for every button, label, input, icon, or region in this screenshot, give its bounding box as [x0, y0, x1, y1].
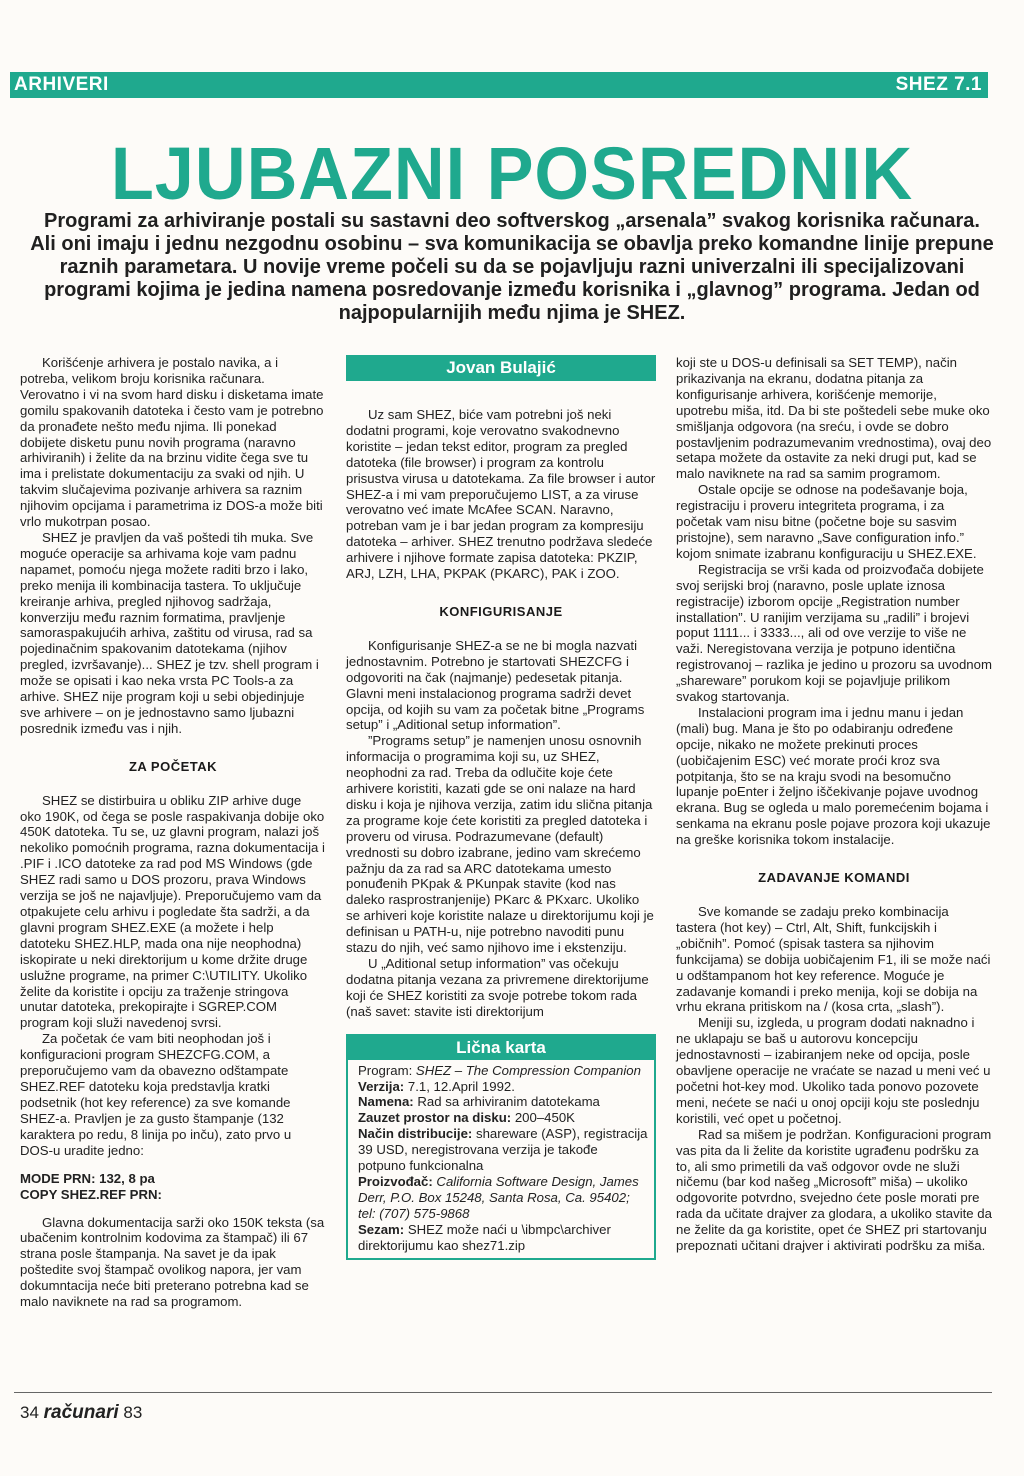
info-value: 7.1, 12.April 1992.	[407, 1078, 515, 1094]
info-value: 200–450K	[514, 1110, 575, 1126]
info-label: Sezam:	[358, 1221, 405, 1237]
subheading-zadavanje-komandi: ZADAVANJE KOMANDI	[758, 870, 910, 886]
info-label: Zauzet prostor na disku:	[358, 1110, 512, 1126]
paragraph: SHEZ se distirbuira u obliku ZIP arhive duge oko 190K, od čega se posle raspakivanja dobije oko 450K datoteka. Tu se, uz glavni program, nalazi još nekoliko pomoćnih programa, razna dokumentacija i .PIF i .ICO datoteke za rad pod MS Windows (gde SHEZ radi samo u DOS prozoru, prava Windows verzija se još ne najavljuje). Preporučujemo vam da otpakujete celu arhivu i pogledate šta sadrži, a da glavni program SHEZ.EXE (a možete i help datoteku SHEZ.HLP, mada ona nije neophodna) iskopirate u neki direktorijum u kome držite druge uslužne programe, na primer C:\UTILITY. Ukoliko želite da koristite i opciju za traženje stringova unutar datoteka, prekopirajte i SGREP.COM program koji služi navedenoj svrsi.	[20, 792, 325, 1031]
paragraph: Glavna dokumentacija sarži oko 150K teksta (sa ubačenim kontrolnim kodovima za štampač) ili 67 strana posle štampanja. Na savet je da ipak poštedite svoj štampač ovolikog napora, jer vam dokumntacija neće biti preterano potrebna kad se malo naviknete na rad sa programom.	[20, 1214, 325, 1310]
command-line: COPY SHEZ.REF PRN:	[20, 1186, 162, 1202]
info-label: Program:	[358, 1062, 413, 1078]
column-1	[20, 355, 326, 1310]
page-number: 34	[20, 1403, 39, 1422]
info-label: Proizvođač:	[358, 1173, 433, 1189]
article-title: LJUBAZNI POSREDNIK	[110, 132, 914, 215]
info-label: Verzija:	[358, 1078, 405, 1094]
paragraph: Rad sa mišem je podržan. Konfiguracioni program vas pita da li želite da koristite ugrađenu podršku za to, ali smo primetili da vaš odgovor ovde ne služi ničemu (bar kod našeg „Microsoft” miša) – ukoliko odgovorite potvrdno, svejedno ćete posle morati pre rada da učitate drajver za glodara, a ukoliko stavite da ne želite da ga koristite, opet će SHEZ pri startovanju prepoznati učitani drajver i aktivirati podršku za miša.	[676, 1126, 992, 1254]
info-row-disk-space	[358, 1110, 648, 1126]
paragraph: Meniji su, izgleda, u program dodati naknadno i ne uklapaju se baš u autorovu koncepciju jednostavnosti – izabiranjem neke od opcija, posle obavljene operacije ne vraćate se nazad u meni već u početni hot-key mod. Ukoliko tada ponovo pozovete meni, nećete se naći u onoj opciji koju ste poslednju koristili, već opet u početnoj.	[676, 1015, 991, 1126]
paragraph: Uz sam SHEZ, biće vam potrebni još neki dodatni programi, koje verovatno svakodnevno koristite – jedan tekst editor, program za pregled datoteka (file browser) i program za kontrolu prisustva virusa u datotekama. Za file browser i autor SHEZ-a i mi vam preporučujemo LIST, a za viruse verovatno već imate McAfee SCAN. Naravno, potreban vam je i bar jedan program za kompresiju datoteka – arhiver. SHEZ trenutno podržava sledeće arhivere i njihove formate zapisa datoteka: PKZIP, ARJ, LZH, LHA, PKPAK (PKARC), PAK i ZOO.	[346, 407, 656, 582]
issue-number: 83	[123, 1403, 143, 1422]
info-row-sezam	[358, 1222, 648, 1254]
paragraph: Instalacioni program ima i jednu manu i jedan (mali) bug. Mana je što po odabiranju određene opcije, nikako ne možete prekinuti proces (uobičajenim ESC) već morate proći kroz sva potpitanja, što se na kraju svodi na besomučno lupanje poEnter i željno iščekivanje pojave uvodnog ekrana. Bug se ogleda u malo poremećenim bojama i senkama na ekranu posle pojave prozora koji ukazuje na greške korisnika tokom instalacije.	[676, 704, 991, 848]
paragraph: Registracija se vrši kada od proizvođača dobijete svoj serijski broj (naravno, posle uplate iznosa registracije) izborom opcije „Registration number installation”. U ranijim verzijama su „radili” i brojevi poput 1111... i 3333..., ali od ove verzije to više ne važi. Neregistovana verzija je potpuno identična registrovanoj – razlika je jedino u prozoru sa uvodnom „shareware” porukom koji se pojavljuje prilikom svakog startovanja.	[676, 561, 992, 705]
paragraph: koji ste u DOS-u definisali sa SET TEMP), način prikazivanja na ekranu, dodatna pitanja za konfigurisanje arhivera, korišćenje memorije, upotrebu miša, itd. Da bi ste poštedeli sebe muke oko smišljanja odgovora (na sreću, i ovde se dobro postavljenim podrazumevanim vrednostima), ovaj deo setapa možete da ostavite za neki drugi put, kad se malo naviknete na rad sa samim programom.	[676, 355, 992, 482]
paragraph: Sve komande se zadaju preko kombinacija tastera (hot key) – Ctrl, Alt, Shift, funkcijskih i „običnih”. Pomoć (spisak tastera sa njihovim funkcijama) se dobija uobičajenim F1, ili se može naći u odštampanom hot key reference. Moguće je zadavanje komandi i preko menija, koji se dobija na vrhu ekrana pritiskom na / (kosa crta, „slash”).	[676, 904, 991, 1015]
info-row-purpose	[358, 1094, 648, 1110]
article-lead: Programi za arhiviranje postali su sastavni deo softverskog „arsenala” svakog korisnika računara. Ali oni imaju i jednu nezgodnu osobinu – sva komunikacija se obavlja preko komandne linije prepune raznih parametara. U novije vreme počeli su da se pojavljuju razni univerzalni ili specijalizovani programi kojima je jedina namena posredovanje između korisnika i „glavnog” programa. Jedan od najpopularnijih među njima je SHEZ.	[30, 210, 994, 324]
product-label: SHEZ 7.1	[895, 74, 982, 95]
info-card	[346, 1034, 656, 1260]
column-3	[676, 355, 992, 1254]
info-label: Namena:	[358, 1094, 414, 1110]
page-footer	[20, 1402, 142, 1424]
info-value: shareware (ASP), registracija 39 USD, neregistrovana verzija je takođe potpuno funkcionalna	[358, 1126, 648, 1174]
info-value: Rad sa arhiviranim datotekama	[417, 1094, 600, 1110]
footer-divider	[14, 1392, 992, 1393]
paragraph: Za početak će vam biti neophodan još i konfiguracioni program SHEZCFG.COM, a preporučujemo vam da obavezno odštampate SHEZ.REF datoteku koja predstavlja kratki podsetnik (hot key reference) za sve komande SHEZ-a. Pravljen je za gusto štampanje (132 karaktera po redu, 8 linija po inču), zato prvo u DOS-u uradite jedno:	[20, 1031, 292, 1158]
info-value: SHEZ može naći u \ibmpc\archiver direktorijumu kao shez71.zip	[358, 1221, 611, 1253]
subheading-za-pocetak: ZA POČETAK	[128, 758, 218, 774]
info-value: California Software Design, James Derr, P.O. Box 15248, Santa Rosa, Ca. 95402; tel: (707) 575-9868	[358, 1173, 639, 1221]
paragraph: SHEZ je pravljen da vaš poštedi tih muka. Sve moguće operacije sa arhivama koje vam padnu napamet, pomoću njega možete raditi brzo i lako, preko menija ili kombinacija tastera. To uključuje kreiranje arhiva, pregled njihovog sadržaja, konverziju među raznim formatima, pravljenje samoraspakujućih arhiva, zaštitu od virusa, rad sa pojedinačnim spakovanim datotekama (njihov pregled, izvršavanje)... SHEZ je tzv. shell program i može se opisati i kao neka vrsta PC Tools-a za arhive. SHEZ nije program koji u sebi objedinjuje sve arhivere – on je jednostavno samo ljubazni posrednik između vas i njih.	[20, 529, 319, 736]
info-value: SHEZ – The Compression Companion	[415, 1062, 641, 1078]
command-block	[20, 1171, 326, 1203]
info-row-distribution	[358, 1126, 648, 1174]
section-label: ARHIVERI	[14, 74, 109, 95]
paragraph: Korišćenje arhivera je postalo navika, a i potreba, velikom broju korisnika računara. Verovatno i vi na svom hard disku i disketama imate gomilu spakovanih datoteka i često vam je potrebno da pronađete nešto među njima. Ili ponekad dobijete disketu punu novih programa (naravno arhiviranih) i želite da na brzinu vidite čega sve tu ima i prelistate dokumentaciju za svaki od njih. U takvim slučajevima pozivanje arhivera sa raznim njihovim opcijama i parametrima iz DOS-a može biti vrlo mukotrpan posao.	[20, 355, 324, 530]
column-2	[346, 355, 656, 1260]
info-card-title: Lična karta	[348, 1036, 654, 1060]
info-row-version	[358, 1079, 648, 1095]
paragraph: U „Aditional setup information” vas očekuju dodatna pitanja vezana za privremene direktorijume koji će SHEZ koristiti za svoje potrebe tokom rada (naš savet: stavite isti direktorijum	[346, 956, 649, 1019]
paragraph: Konfigurisanje SHEZ-a se ne bi mogla nazvati jednostavnim. Potrebno je startovati SHEZCFG i odgovoriti na čak (najmanje) pedesetak pitanja. Glavni meni instalacionog programa sadrži devet opcija, od kojih su vam za početak bitne „Programs setup” i „Aditional setup information”.	[346, 637, 645, 733]
paragraph: ”Programs setup” je namenjen unosu osnovnih informacija o programima koji su, uz SHEZ, neophodni za rad. Treba da odlučite koje ćete arhivere koristiti, kazati gde se oni nalaze na hard disku i koja je njihova verzija, zatim idu slična pitanja za programe koje ćete koristiti za pregled datoteka i proveru od virusa. Podrazumevane (default) vrednosti su dobro izabrane, jedino vam skrećemo pažnju da za rad sa ARC datotekama umesto ponuđenih PKpak & PKunpak stavite (kod nas daleko rasprostranjenije) PKarc & PKxarc. Ukoliko se arhiveri koje koristite nalaze u direktorijumu koji je definisan u PATH-u, nije potrebno navoditi punu stazu do njih, već samo njihovo ime i ekstenziju.	[346, 733, 654, 956]
info-card-body	[348, 1060, 654, 1258]
paragraph: Ostale opcije se odnose na podešavanje boja, registraciju i proveru integriteta programa, i za početak vam nisu bitne (početne boje su sasvim pristojne), sem naravno „Save configuration info.” kojom snimate izabranu konfiguraciju u SHEZ.EXE.	[676, 482, 977, 561]
subheading-konfigurisanje: KONFIGURISANJE	[439, 603, 563, 619]
info-row-manufacturer	[358, 1174, 648, 1222]
info-row-program	[358, 1063, 648, 1079]
magazine-name: računari	[43, 1402, 119, 1423]
section-banner	[10, 72, 988, 98]
info-label: Način distribucije:	[358, 1126, 473, 1142]
author-byline: Jovan Bulajić	[346, 355, 656, 381]
command-line: MODE PRN: 132, 8 pa	[20, 1170, 155, 1186]
